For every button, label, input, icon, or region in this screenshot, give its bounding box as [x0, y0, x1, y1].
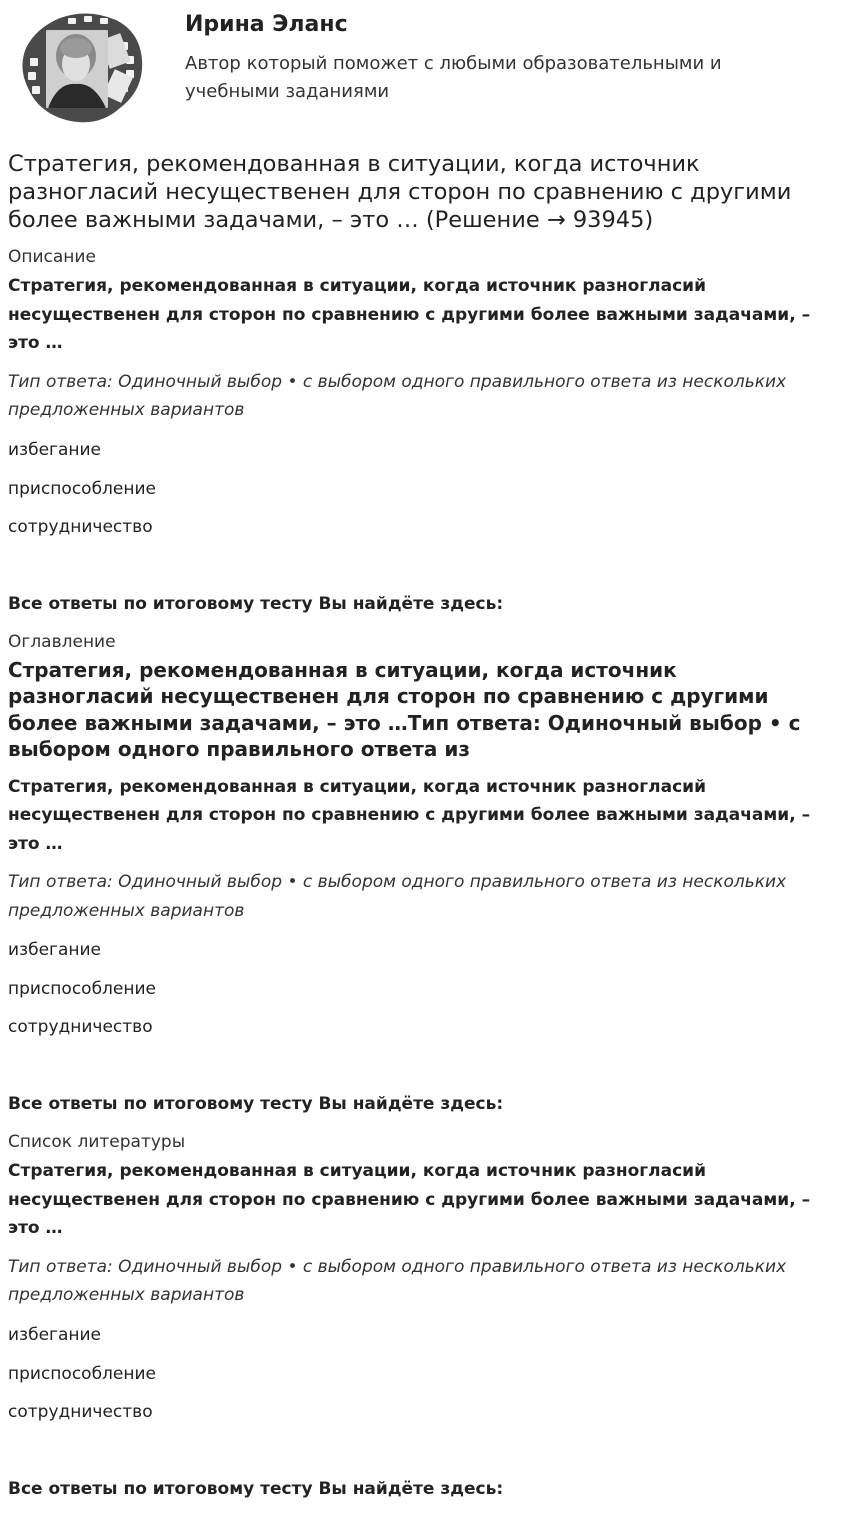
- section-label: Описание: [8, 247, 96, 267]
- toc-heading: Стратегия, рекомендованная в ситуации, когда источник разногласий несущественен для сторон по сравнению с другими более важными задачами, – это …Тип ответа: Одиночный выбор • с выбором одного правильного ответа из: [8, 657, 801, 761]
- author-header: [0, 0, 847, 140]
- all-answers-link-text: Все ответы по итоговому тесту Вы найдёте здесь:: [8, 1094, 504, 1114]
- page-title: Стратегия, рекомендованная в ситуации, когда источник разногласий несущественен для сторон по сравнению с другими более важными задачами, – это … (Решение → 93945): [8, 151, 792, 233]
- main-content: [8, 150, 828, 1500]
- all-answers-link-text: Все ответы по итоговому тесту Вы найдёте здесь:: [8, 593, 504, 614]
- question-text: Стратегия, рекомендованная в ситуации, когда источник разногласий несущественен для сторон по сравнению с другими более важными задачами, – это …: [8, 1161, 811, 1238]
- film-frame-avatar-icon: [8, 8, 150, 128]
- option-item: приспособление: [8, 1363, 156, 1384]
- option-item: сотрудничество: [8, 1401, 153, 1422]
- section-references: [8, 1131, 828, 1500]
- answer-type: Тип ответа: Одиночный выбор • с выбором одного правильного ответа из нескольких предложенных вариантов: [8, 872, 787, 921]
- option-item: избегание: [8, 1324, 102, 1345]
- question-text: Стратегия, рекомендованная в ситуации, когда источник разногласий несущественен для сторон по сравнению с другими более важными задачами, – это …: [8, 776, 811, 854]
- option-item: избегание: [8, 439, 102, 460]
- option-item: приспособление: [8, 478, 156, 499]
- section-label: Список литературы: [8, 1132, 186, 1152]
- question-text: Стратегия, рекомендованная в ситуации, когда источник разногласий несущественен для сторон по сравнению с другими более важными задачами, – это …: [8, 276, 811, 353]
- author-avatar: [8, 8, 150, 128]
- option-item: сотрудничество: [8, 516, 153, 537]
- answer-type: Тип ответа: Одиночный выбор • с выбором одного правильного ответа из нескольких предложенных вариантов: [8, 1256, 787, 1305]
- author-name: Ирина Эланс: [185, 12, 348, 37]
- option-item: избегание: [8, 940, 102, 960]
- option-item: приспособление: [8, 979, 156, 999]
- section-description: [8, 246, 828, 615]
- author-description: Автор который поможет с любыми образовательными и учебными заданиями: [185, 53, 722, 102]
- section-label: Оглавление: [8, 631, 116, 652]
- all-answers-link-text: Все ответы по итоговому тесту Вы найдёте здесь:: [8, 1478, 504, 1499]
- section-toc: [8, 631, 828, 1116]
- answer-type: Тип ответа: Одиночный выбор • с выбором одного правильного ответа из нескольких предложенных вариантов: [8, 371, 787, 420]
- option-item: сотрудничество: [8, 1017, 153, 1037]
